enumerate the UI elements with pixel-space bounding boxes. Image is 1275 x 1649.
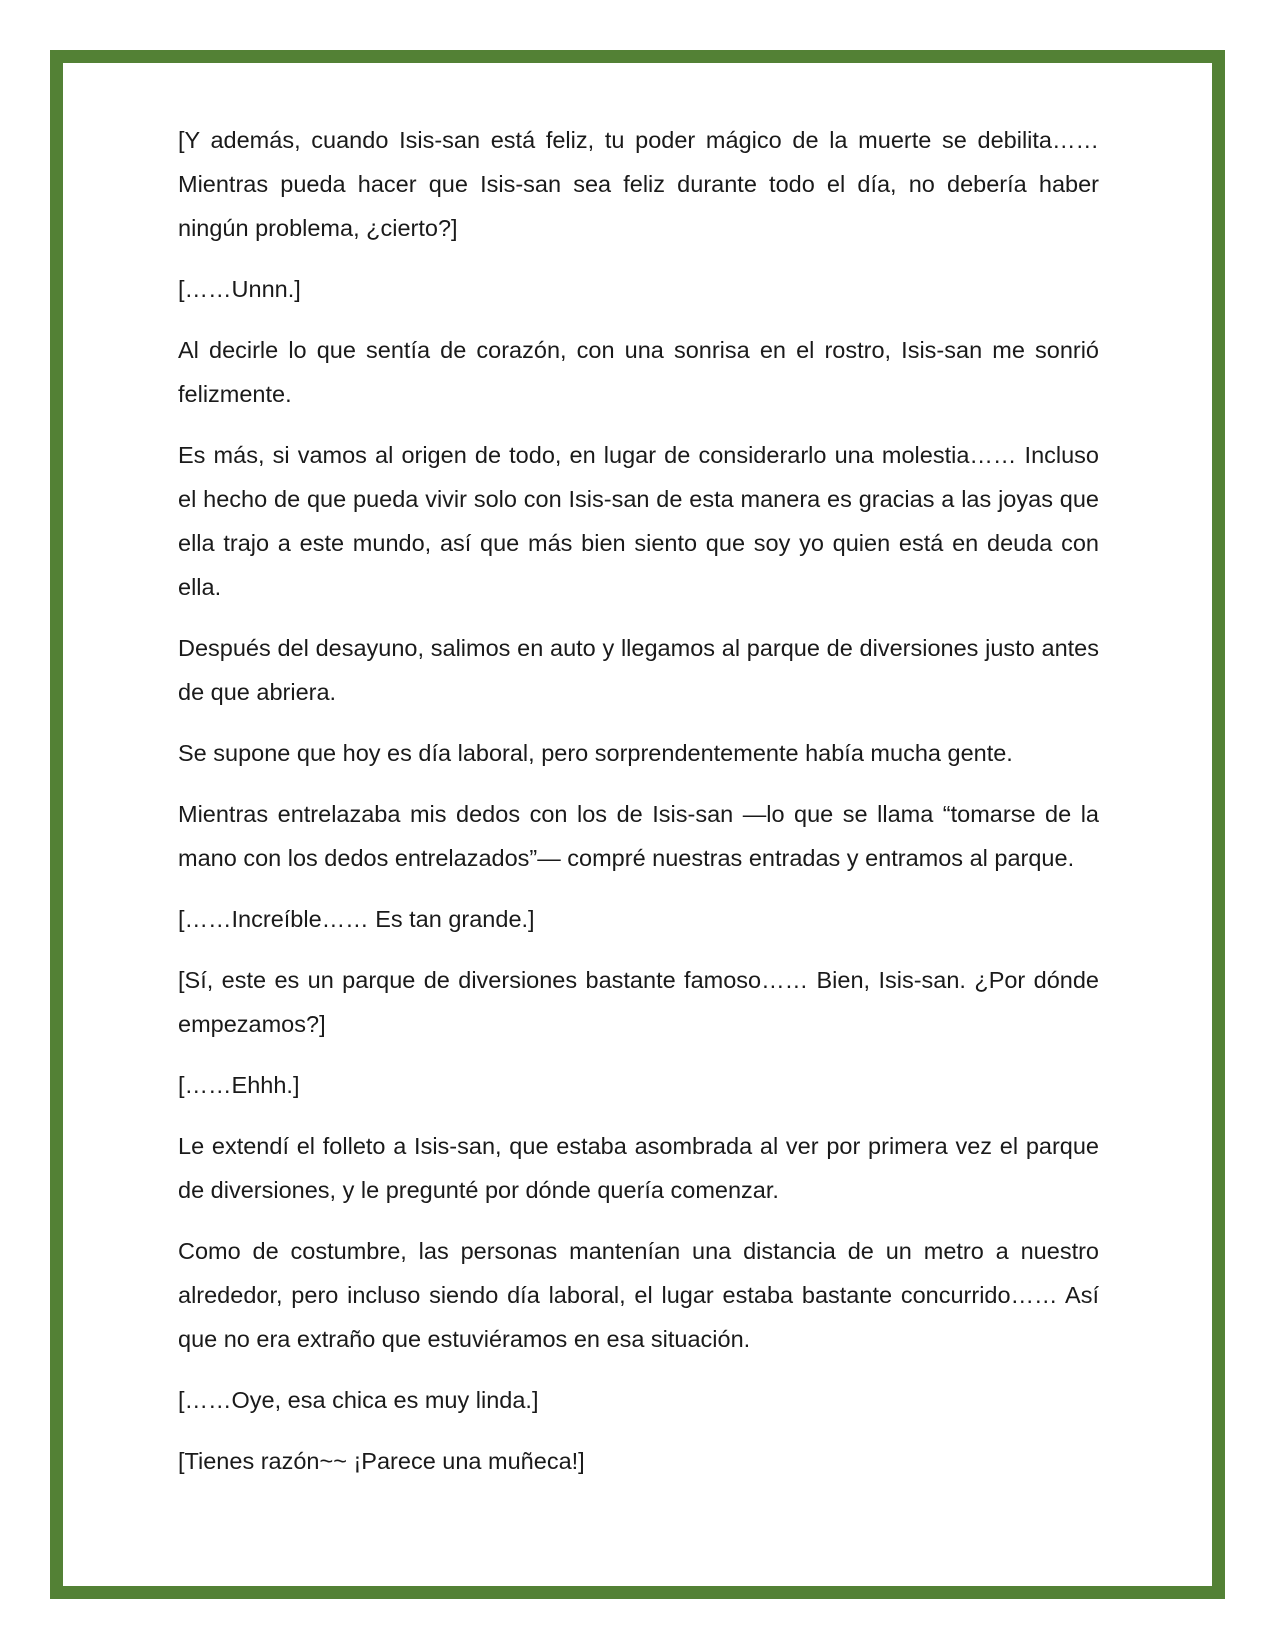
paragraph: Al decirle lo que sentía de corazón, con una sonrisa en el rostro, Isis-san me sonrió felizmente.: [178, 337, 1099, 407]
paragraph: [……Ehhh.]: [178, 1072, 300, 1098]
paragraph: [Tienes razón~~ ¡Parece una muñeca!]: [178, 1448, 585, 1474]
paragraph: Se supone que hoy es día laboral, pero sorprendentemente había mucha gente.: [178, 740, 1013, 766]
paragraph: Después del desayuno, salimos en auto y llegamos al parque de diversiones justo antes de que abriera.: [178, 635, 1099, 705]
paragraph: [Y además, cuando Isis-san está feliz, tu poder mágico de la muerte se debilita…… Mientras pueda hacer que Isis-san sea feliz durante todo el día, no debería haber ningún problema, ¿cierto?]: [178, 127, 1099, 241]
document-body: [178, 118, 1099, 1500]
paragraph: Como de costumbre, las personas mantenían una distancia de un metro a nuestro alrededor, pero incluso siendo día laboral, el lugar estaba bastante concurrido…… Así que no era extraño que estuviéramos en esa situación.: [178, 1238, 1099, 1352]
paragraph: [……Oye, esa chica es muy linda.]: [178, 1387, 539, 1413]
paragraph: Es más, si vamos al origen de todo, en lugar de considerarlo una molestia…… Incluso el hecho de que pueda vivir solo con Isis-san de esta manera es gracias a las joyas que ella trajo a este mundo, así que más bien siento que soy yo quien está en deuda con ella.: [178, 442, 1099, 600]
paragraph: Le extendí el folleto a Isis-san, que estaba asombrada al ver por primera vez el parque de diversiones, y le pregunté por dónde quería comenzar.: [178, 1133, 1099, 1203]
paragraph: [Sí, este es un parque de diversiones bastante famoso…… Bien, Isis-san. ¿Por dónde empezamos?]: [178, 967, 1099, 1037]
paragraph: [……Unnn.]: [178, 276, 301, 302]
paragraph: Mientras entrelazaba mis dedos con los de Isis-san —lo que se llama “tomarse de la mano con los dedos entrelazados”— compré nuestras entradas y entramos al parque.: [178, 801, 1099, 871]
paragraph: [……Increíble…… Es tan grande.]: [178, 906, 535, 932]
